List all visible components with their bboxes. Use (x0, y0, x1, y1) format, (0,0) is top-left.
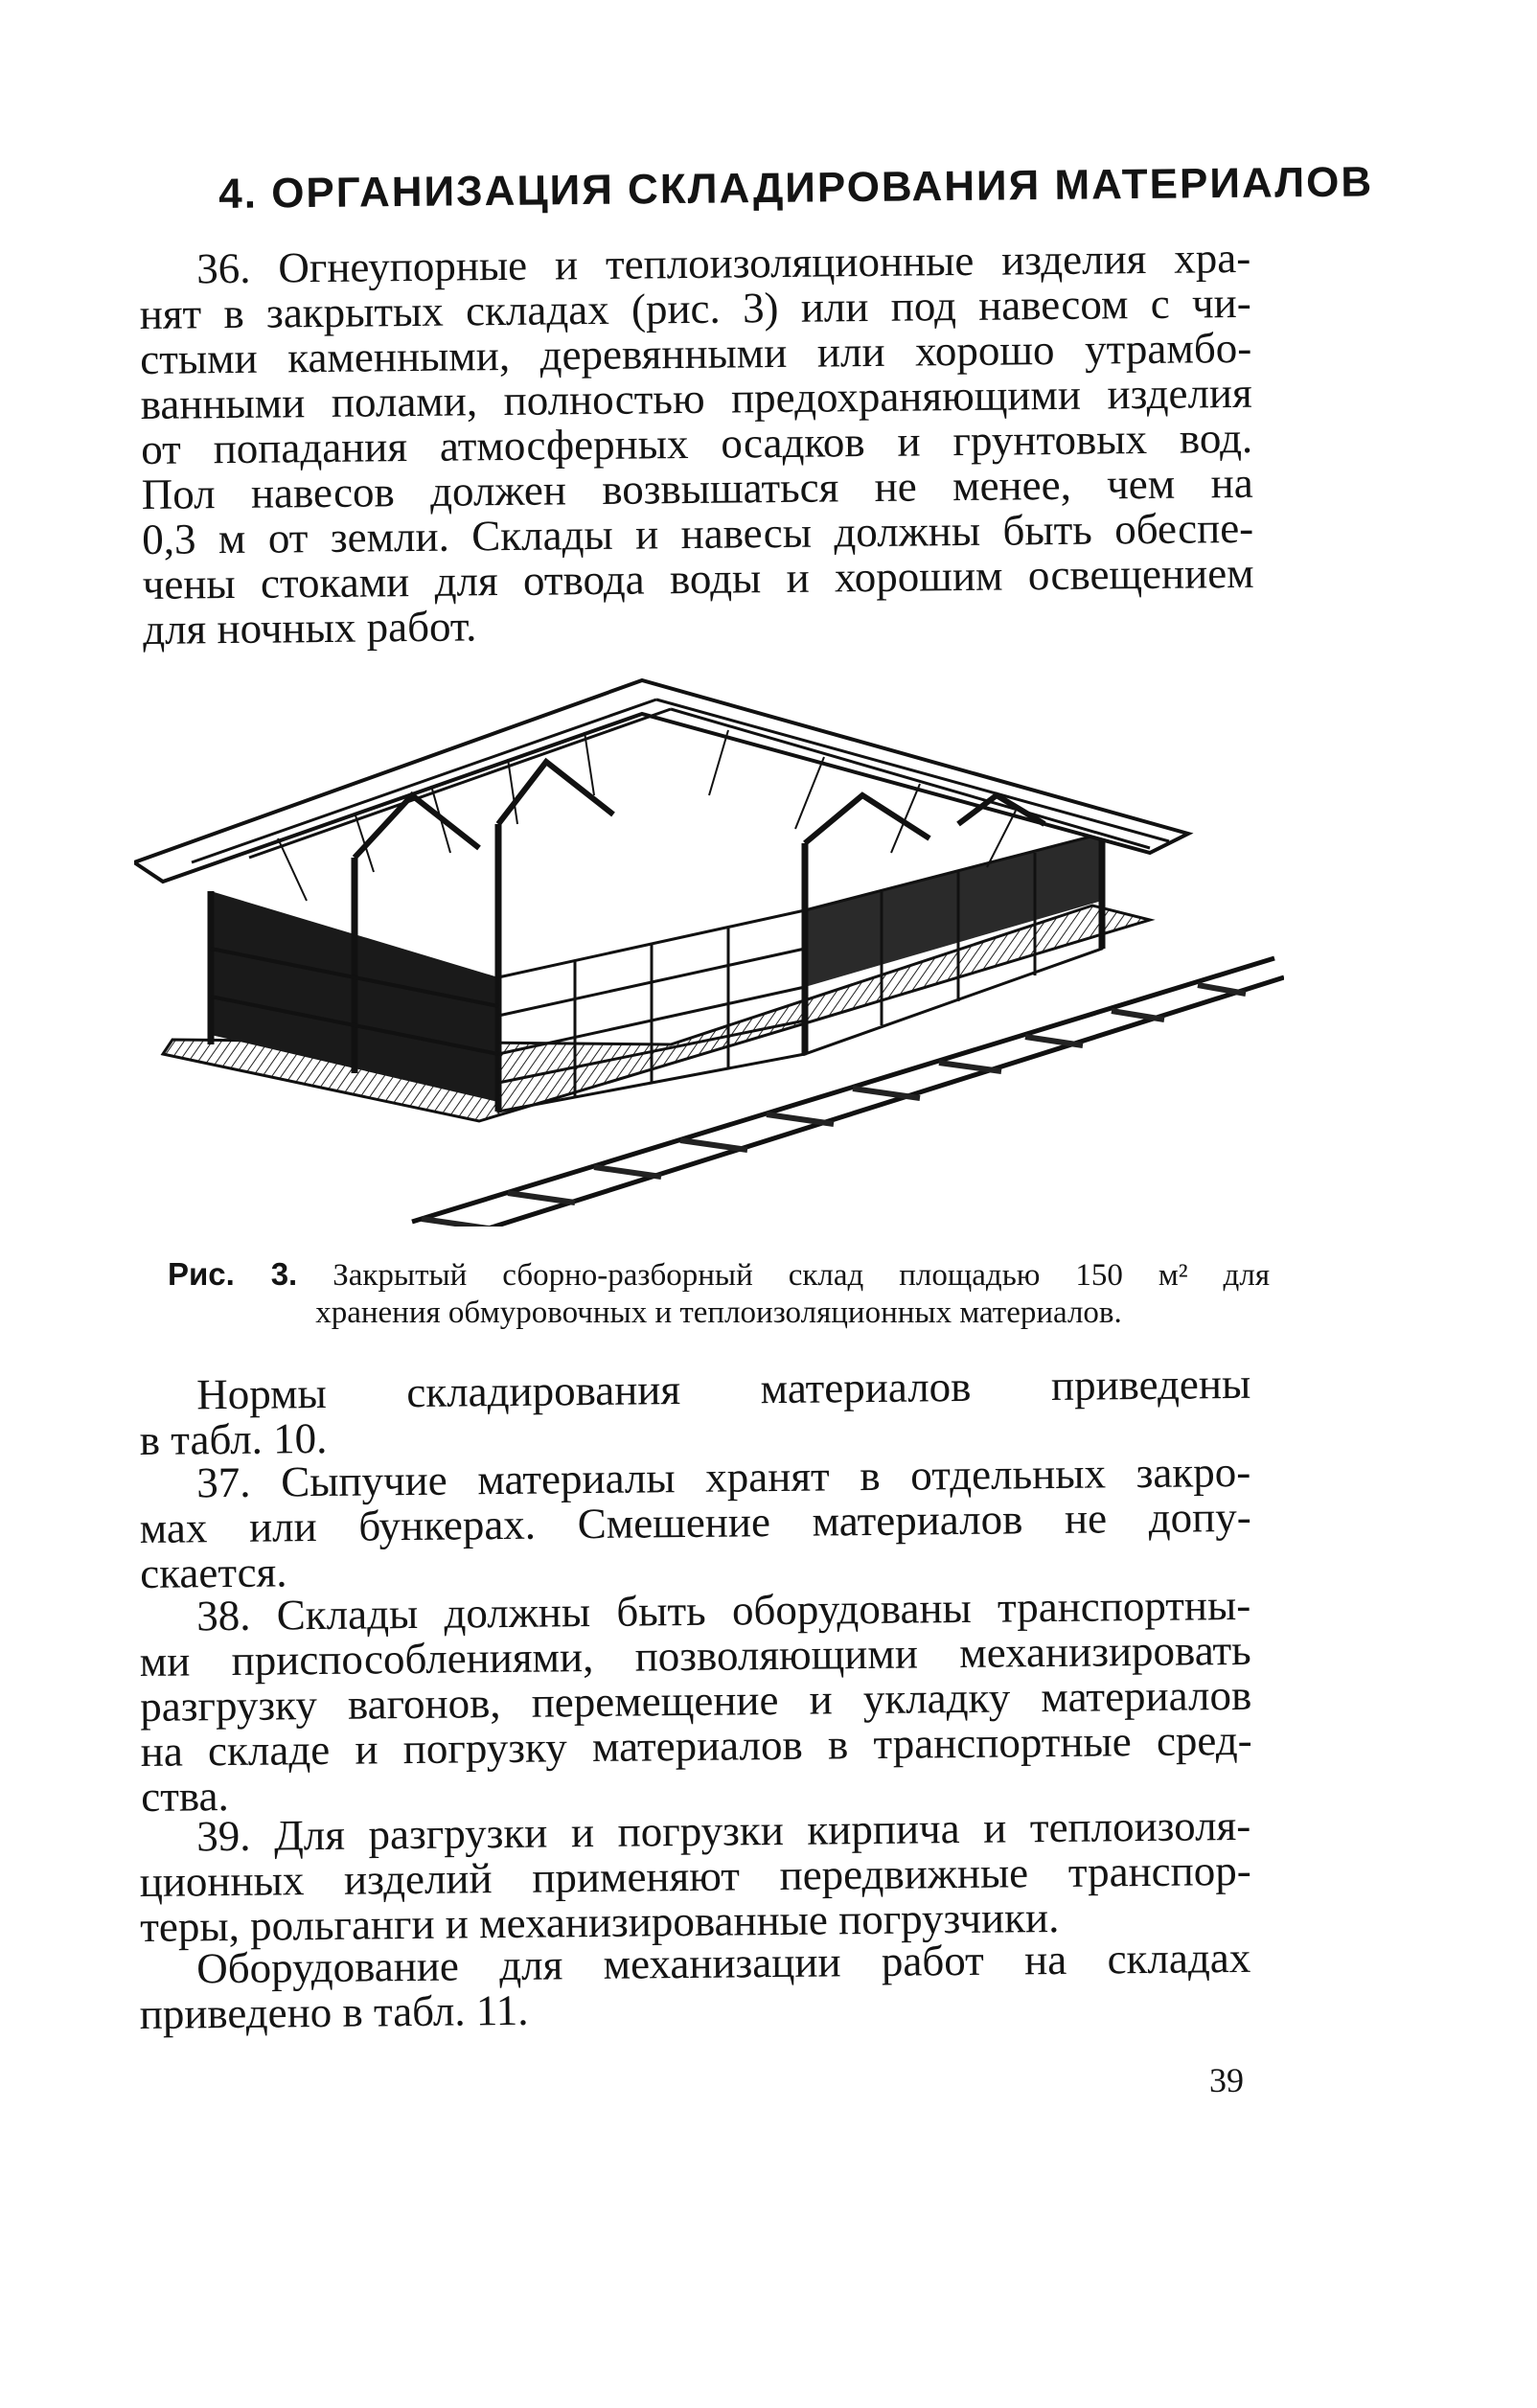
text-line: 37. Сыпучие материалы хранят в отдельных закро- (195, 1447, 1251, 1507)
caption-label: Рис. 3. (168, 1256, 298, 1292)
text-line: 38. Склады должны быть оборудованы транспортны- (195, 1580, 1251, 1640)
text-line: для ночных работ. (142, 602, 477, 654)
text-line: разгрузку вагонов, перемещение и укладку материалов (139, 1670, 1252, 1731)
text-line: 36. Огнеупорные и теплоизоляционные изделия хра- (195, 233, 1251, 293)
paragraph-36 (139, 233, 1254, 654)
text-line: Оборудование для механизации работ на складах (195, 1933, 1251, 1993)
paragraph-equipment (139, 1933, 1251, 2038)
text-line: 0,3 м от земли. Склады и навесы должны быть обеспе- (141, 503, 1254, 563)
text-line: ванными полами, полностью предохраняющими изделия (140, 368, 1252, 428)
text-line: ционных изделий применяют передвижные транспор- (139, 1846, 1251, 1906)
paragraph-norms (139, 1359, 1251, 1464)
text-line: Пол навесов должен возвышаться не менее, чем на (141, 458, 1253, 518)
paragraph-37 (139, 1447, 1251, 1597)
text-line: ми приспособлениями, позволяющими механизировать (139, 1625, 1251, 1686)
text-line: чены стоками для отвода воды и хорошим освещением (142, 548, 1254, 608)
caption-line-1 (168, 1255, 1270, 1294)
warehouse-illustration (134, 671, 1284, 1227)
caption-line-2: хранения обмуровочных и теплоизоляционных материалов. (315, 1296, 1122, 1330)
page-number: 39 (1209, 2061, 1244, 2099)
text-line: 39. Для разгрузки и погрузки кирпича и теплоизоля- (195, 1800, 1251, 1861)
text-line: Нормы складирования материалов приведены (195, 1359, 1251, 1419)
caption-text-1: Закрытый сборно-разборный склад площадью 150 м² для (333, 1258, 1270, 1293)
text-line: скается. (139, 1548, 287, 1597)
text-line: на складе и погрузку материалов в транспортные сред- (140, 1715, 1252, 1776)
text-line: приведено в табл. 11. (139, 1985, 529, 2038)
text-line: от попадания атмосферных осадков и грунтовых вод. (140, 413, 1253, 473)
text-line: нят в закрытых складах (рис. 3) или под навесом с чи- (139, 278, 1251, 338)
text-line: стыми каменными, деревянными или хорошо утрамбо- (139, 323, 1252, 383)
text-line: теры, рольганги и механизированные погрузчики. (139, 1892, 1060, 1951)
text-line: ства. (140, 1772, 229, 1821)
text-line: мах или бункерах. Смешение материалов не допу- (139, 1492, 1251, 1552)
figure-caption (168, 1255, 1270, 1332)
paragraph-39 (139, 1800, 1251, 1951)
text-line: в табл. 10. (139, 1413, 328, 1464)
section-heading: 4. ОРГАНИЗАЦИЯ СКЛАДИРОВАНИЯ МАТЕРИАЛОВ (218, 158, 1374, 218)
paragraph-38 (139, 1580, 1252, 1821)
